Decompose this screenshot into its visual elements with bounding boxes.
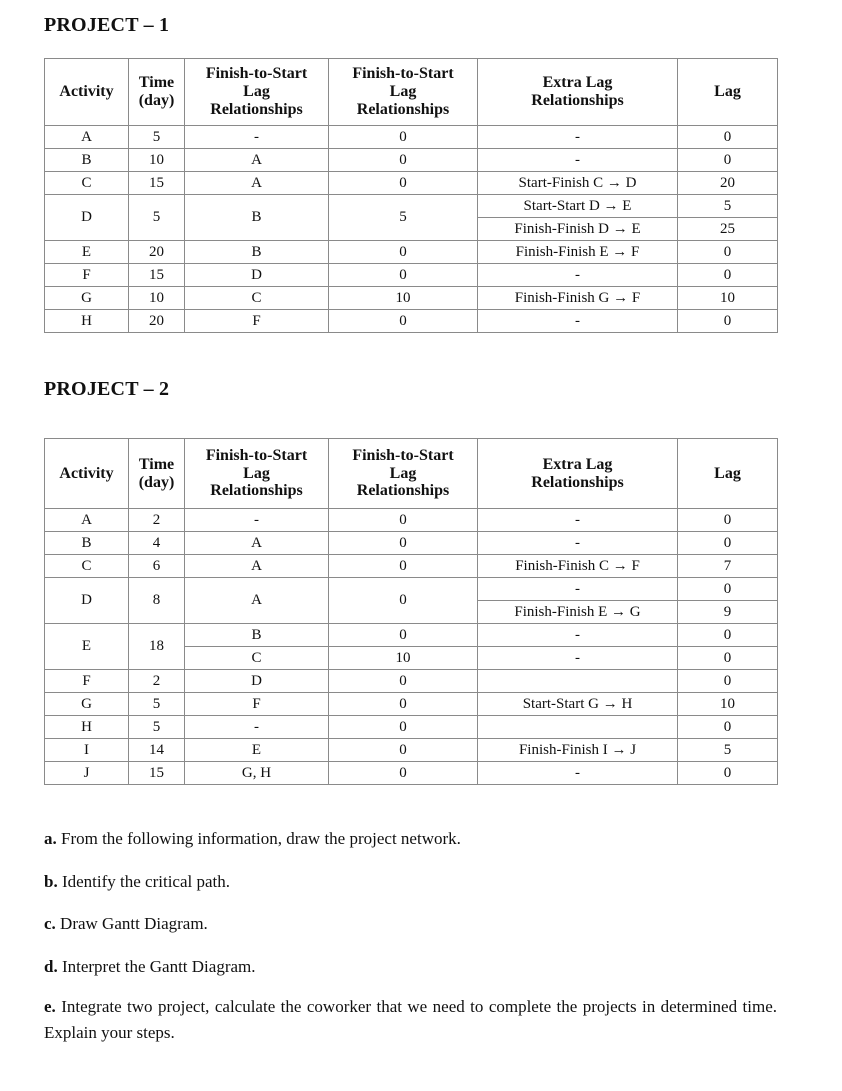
lag-cell: 20: [678, 172, 778, 195]
lag-cell: 0: [678, 647, 778, 670]
activity-cell: D: [45, 578, 129, 624]
header-extra: Extra Lag Relationships: [478, 439, 678, 509]
fs1-cell: -: [185, 509, 329, 532]
lag-cell: 0: [678, 762, 778, 785]
table-row: [45, 693, 778, 716]
extra-cell: Finish-Finish I → J: [478, 739, 678, 762]
fs1-cell: F: [185, 310, 329, 333]
fs2-cell: 0: [329, 555, 478, 578]
fs1-cell: D: [185, 264, 329, 287]
extra-cell: -: [478, 647, 678, 670]
table-row: [45, 670, 778, 693]
activity-cell: I: [45, 739, 129, 762]
activity-cell: C: [45, 172, 129, 195]
lag-cell: 7: [678, 555, 778, 578]
fs2-cell: 0: [329, 624, 478, 647]
fs1-cell: D: [185, 670, 329, 693]
fs1-cell: E: [185, 739, 329, 762]
fs1-cell: B: [185, 195, 329, 241]
table-row: [45, 149, 778, 172]
fs1-cell: -: [185, 126, 329, 149]
question-e: e. Integrate two project, calculate the coworker that we need to complete the projects in determined time. Explain your steps.: [44, 997, 777, 1043]
fs2-cell: 0: [329, 739, 478, 762]
extra-cell: Finish-Finish D → E: [478, 218, 678, 241]
extra-cell: [478, 716, 678, 739]
time-cell: 6: [129, 555, 185, 578]
lag-cell: 25: [678, 218, 778, 241]
project1-table: [44, 58, 778, 333]
lag-cell: 0: [678, 310, 778, 333]
fs1-cell: C: [185, 647, 329, 670]
header-extra: Extra Lag Relationships: [478, 59, 678, 126]
lag-cell: 0: [678, 532, 778, 555]
fs2-cell: 10: [329, 647, 478, 670]
time-cell: 2: [129, 670, 185, 693]
project1-title: PROJECT – 1: [44, 14, 170, 36]
activity-cell: F: [45, 670, 129, 693]
question-d: d. Interpret the Gantt Diagram.: [44, 957, 256, 976]
question-a: a. From the following information, draw the project network.: [44, 829, 461, 848]
activity-cell: H: [45, 310, 129, 333]
project2-table: [44, 438, 778, 785]
fs2-cell: 0: [329, 149, 478, 172]
table-row: [45, 264, 778, 287]
table-header-row: [45, 59, 778, 126]
fs2-cell: 10: [329, 287, 478, 310]
fs1-cell: A: [185, 555, 329, 578]
extra-cell: Start-Start D → E: [478, 195, 678, 218]
lag-cell: 5: [678, 739, 778, 762]
fs1-cell: A: [185, 532, 329, 555]
activity-cell: B: [45, 532, 129, 555]
activity-cell: A: [45, 509, 129, 532]
table-row: [45, 241, 778, 264]
question-c: c. Draw Gantt Diagram.: [44, 914, 208, 933]
time-cell: 5: [129, 716, 185, 739]
fs1-cell: B: [185, 624, 329, 647]
extra-cell: Start-Finish C → D: [478, 172, 678, 195]
activity-cell: G: [45, 693, 129, 716]
fs2-cell: 0: [329, 172, 478, 195]
activity-cell: D: [45, 195, 129, 241]
activity-cell: J: [45, 762, 129, 785]
header-fs2: Finish-to-Start Lag Relationships: [329, 439, 478, 509]
lag-cell: 0: [678, 264, 778, 287]
table-row: [45, 195, 778, 218]
extra-cell: -: [478, 624, 678, 647]
question-b: b. Identify the critical path.: [44, 872, 231, 891]
fs2-cell: 0: [329, 762, 478, 785]
extra-cell: Finish-Finish E → F: [478, 241, 678, 264]
activity-cell: B: [45, 149, 129, 172]
activity-cell: E: [45, 624, 129, 670]
time-cell: 8: [129, 578, 185, 624]
activity-cell: H: [45, 716, 129, 739]
fs1-cell: A: [185, 149, 329, 172]
time-cell: 4: [129, 532, 185, 555]
fs1-cell: A: [185, 172, 329, 195]
fs1-cell: G, H: [185, 762, 329, 785]
table-row: [45, 739, 778, 762]
lag-cell: 10: [678, 693, 778, 716]
fs2-cell: 0: [329, 693, 478, 716]
project2-title: PROJECT – 2: [44, 378, 170, 400]
fs2-cell: 0: [329, 509, 478, 532]
time-cell: 5: [129, 195, 185, 241]
table-row: [45, 126, 778, 149]
lag-cell: 0: [678, 241, 778, 264]
extra-cell: -: [478, 762, 678, 785]
fs2-cell: 0: [329, 578, 478, 624]
time-cell: 20: [129, 310, 185, 333]
activity-cell: A: [45, 126, 129, 149]
lag-cell: 0: [678, 126, 778, 149]
fs1-cell: B: [185, 241, 329, 264]
fs1-cell: -: [185, 716, 329, 739]
header-time: Time (day): [129, 59, 185, 126]
time-cell: 15: [129, 172, 185, 195]
activity-cell: F: [45, 264, 129, 287]
table-row: [45, 578, 778, 601]
time-cell: 14: [129, 739, 185, 762]
extra-cell: -: [478, 532, 678, 555]
extra-cell: Finish-Finish C → F: [478, 555, 678, 578]
extra-cell: -: [478, 149, 678, 172]
lag-cell: 0: [678, 578, 778, 601]
fs1-cell: A: [185, 578, 329, 624]
table-row: [45, 762, 778, 785]
fs2-cell: 0: [329, 310, 478, 333]
fs2-cell: 0: [329, 716, 478, 739]
header-activity: Activity: [45, 59, 129, 126]
table-header-row: [45, 439, 778, 509]
activity-cell: E: [45, 241, 129, 264]
time-cell: 15: [129, 762, 185, 785]
fs2-cell: 5: [329, 195, 478, 241]
extra-cell: Finish-Finish G → F: [478, 287, 678, 310]
fs2-cell: 0: [329, 532, 478, 555]
table-row: [45, 555, 778, 578]
lag-cell: 10: [678, 287, 778, 310]
table-row: [45, 716, 778, 739]
header-fs1: Finish-to-Start Lag Relationships: [185, 59, 329, 126]
extra-cell: -: [478, 310, 678, 333]
extra-cell: -: [478, 578, 678, 601]
lag-cell: 5: [678, 195, 778, 218]
table-row: [45, 532, 778, 555]
fs2-cell: 0: [329, 126, 478, 149]
time-cell: 18: [129, 624, 185, 670]
table-row: [45, 624, 778, 647]
fs1-cell: F: [185, 693, 329, 716]
time-cell: 5: [129, 693, 185, 716]
time-cell: 10: [129, 287, 185, 310]
time-cell: 2: [129, 509, 185, 532]
header-lag: Lag: [678, 59, 778, 126]
lag-cell: 0: [678, 716, 778, 739]
extra-cell: [478, 670, 678, 693]
extra-cell: -: [478, 126, 678, 149]
fs2-cell: 0: [329, 241, 478, 264]
header-time: Time (day): [129, 439, 185, 509]
fs2-cell: 0: [329, 264, 478, 287]
extra-cell: -: [478, 264, 678, 287]
fs1-cell: C: [185, 287, 329, 310]
time-cell: 10: [129, 149, 185, 172]
lag-cell: 0: [678, 149, 778, 172]
activity-cell: C: [45, 555, 129, 578]
lag-cell: 0: [678, 624, 778, 647]
fs2-cell: 0: [329, 670, 478, 693]
header-activity: Activity: [45, 439, 129, 509]
lag-cell: 0: [678, 670, 778, 693]
activity-cell: G: [45, 287, 129, 310]
time-cell: 5: [129, 126, 185, 149]
lag-cell: 9: [678, 601, 778, 624]
table-row: [45, 310, 778, 333]
table-row: [45, 509, 778, 532]
time-cell: 15: [129, 264, 185, 287]
header-fs2: Finish-to-Start Lag Relationships: [329, 59, 478, 126]
extra-cell: Start-Start G → H: [478, 693, 678, 716]
time-cell: 20: [129, 241, 185, 264]
extra-cell: Finish-Finish E → G: [478, 601, 678, 624]
extra-cell: -: [478, 509, 678, 532]
table-row: [45, 172, 778, 195]
lag-cell: 0: [678, 509, 778, 532]
header-fs1: Finish-to-Start Lag Relationships: [185, 439, 329, 509]
header-lag: Lag: [678, 439, 778, 509]
table-row: [45, 287, 778, 310]
